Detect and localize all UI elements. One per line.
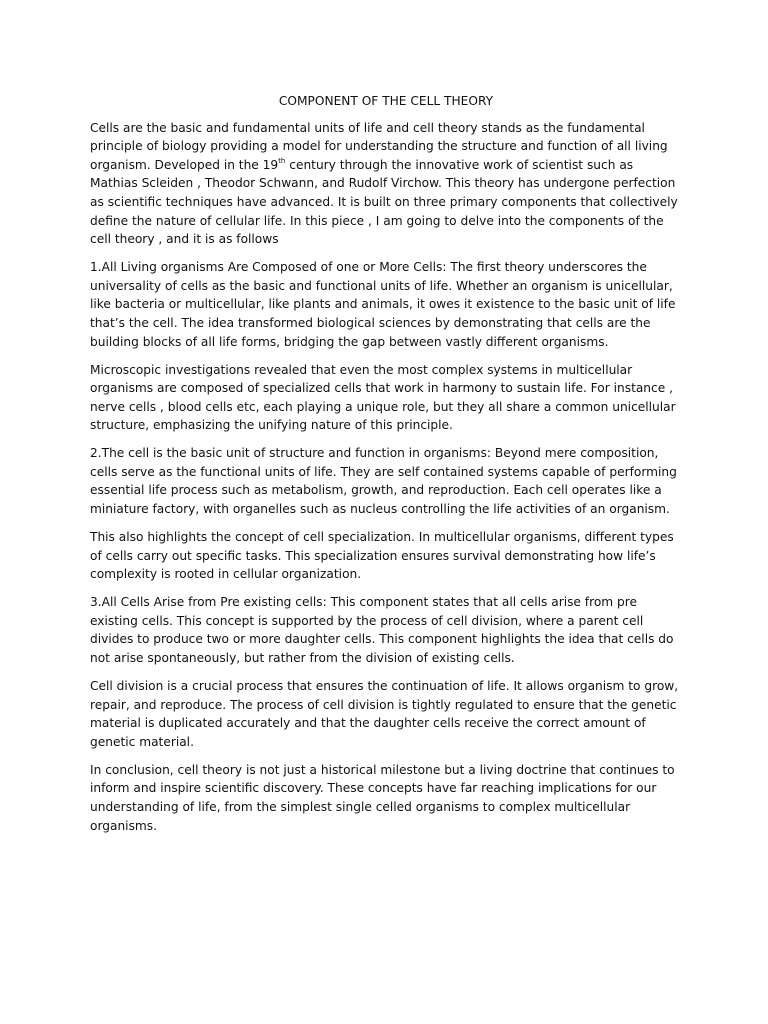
paragraph-specialization: This also highlights the concept of cell specialization. In multicellular organisms, different types of cells carry out specific tasks. This specialization ensures survival demonstrating how life’s complexity is rooted in cellular organization. [90,530,674,582]
document-body [90,92,682,845]
document-title: COMPONENT OF THE CELL THEORY [278,94,494,108]
intro-paragraph [90,119,682,249]
paragraph-microscopic: Microscopic investigations revealed that even the most complex systems in multicellular organisms are composed of specialized cells that work in harmony to sustain life. For instance , nerve cells , blood cells etc, each playing a unique role, but they all share a common unicellular structure, emphasizing the unifying nature of this principle. [90,362,676,433]
paragraph-cell-division: Cell division is a crucial process that ensures the continuation of life. It allows organism to grow, repair, and reproduce. The process of cell division is tightly regulated to ensure that the genetic material is duplicated accurately and that the daughter cells receive the correct amount of genetic material. [90,678,679,749]
paragraph-component-1: 1.All Living organisms Are Composed of one or More Cells: The first theory underscores the universality of cells as the basic and functional units of life. Whether an organism is unicellular, like bacteria or multicellular, like plants and animals, it owes it existence to the basic unit of life that’s the cell. The idea transformed biological sciences by demonstrating that cells are the building blocks of all life forms, bridging the gap between vastly different organisms. [90,260,676,349]
ordinal-superscript: th [278,156,286,165]
intro-text-part1: Cells are the basic and fundamental units of life and cell theory stands as the fundamental principle of biology providing a model for understanding the structure and function of all living organism. Developed in the 19 [90,120,668,172]
paragraph-component-2: 2.The cell is the basic unit of structure and function in organisms: Beyond mere composition, cells serve as the functional units of life. They are self contained systems capable of performing essential life process such as metabolism, growth, and reproduction. Each cell operates like a miniature factory, with organelles such as nucleus controlling the life activities of an organism. [90,446,677,517]
intro-text-part2: century through the innovative work of scientist such as Mathias Scleiden , Theodor Schwann, and Rudolf Virchow. This theory has undergone perfection as scientific techniques have advanced. It is built on three primary components that collectively define the nature of cellular life. In this piece , I am going to delve into the components of the cell theory , and it is as follows [90,157,678,247]
paragraph-conclusion: In conclusion, cell theory is not just a historical milestone but a living doctrine that continues to inform and inspire scientific discovery. These concepts have far reaching implications for our understanding of life, from the simplest single celled organisms to complex multicellular organisms. [90,762,675,833]
paragraph-component-3: 3.All Cells Arise from Pre existing cells: This component states that all cells arise from pre existing cells. This concept is supported by the process of cell division, where a parent cell divides to produce two or more daughter cells. This component highlights the idea that cells do not arise spontaneously, but rather from the division of existing cells. [90,595,674,665]
